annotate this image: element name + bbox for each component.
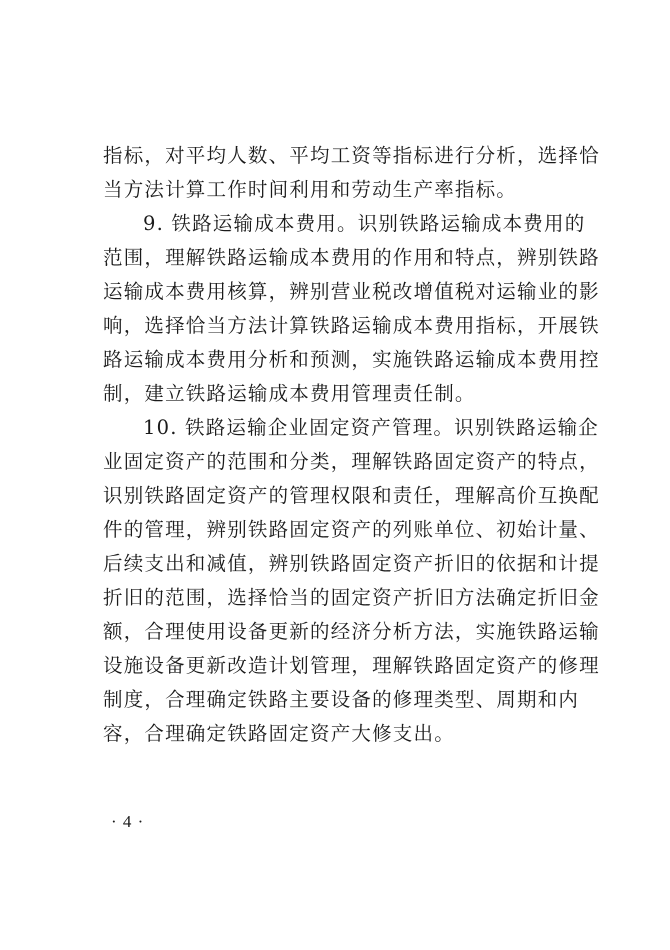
text-line: 10. 铁路运输企业固定资产管理。识别铁路运输企 (143, 416, 600, 439)
text-line: 折旧的范围，选择恰当的固定资产折旧方法确定折旧金 (103, 586, 600, 609)
text-line: 响，选择恰当方法计算铁路运输成本费用指标，开展铁 (103, 314, 600, 337)
text-line: 指标，对平均人数、平均工资等指标进行分析，选择恰 (103, 144, 600, 167)
text-line: 范围，理解铁路运输成本费用的作用和特点，辨别铁路 (103, 246, 600, 269)
text-line: 业固定资产的范围和分类，理解铁路固定资产的特点， (103, 450, 600, 473)
text-line: 制，建立铁路运输成本费用管理责任制。 (103, 382, 476, 405)
text-line: 容，合理确定铁路固定资产大修支出。 (103, 722, 455, 745)
text-line: 制度，合理确定铁路主要设备的修理类型、周期和内 (103, 688, 580, 711)
text-line: 识别铁路固定资产的管理权限和责任，理解高价互换配 (103, 484, 600, 507)
text-line: 9. 铁路运输成本费用。识别铁路运输成本费用的 (143, 212, 586, 235)
text-line: 额，合理使用设备更新的经济分析方法，实施铁路运输 (103, 620, 600, 643)
text-line: 后续支出和减值，辨别铁路固定资产折旧的依据和计提 (103, 552, 600, 575)
text-line: 件的管理，辨别铁路固定资产的列账单位、初始计量、 (103, 518, 600, 541)
page-number: · 4 · (111, 812, 145, 831)
text-line: 运输成本费用核算，辨别营业税改增值税对运输业的影 (103, 280, 600, 303)
text-line: 设施设备更新改造计划管理，理解铁路固定资产的修理 (103, 654, 600, 677)
text-line: 路运输成本费用分析和预测，实施铁路运输成本费用控 (103, 348, 600, 371)
text-line: 当方法计算工作时间利用和劳动生产率指标。 (103, 178, 518, 201)
